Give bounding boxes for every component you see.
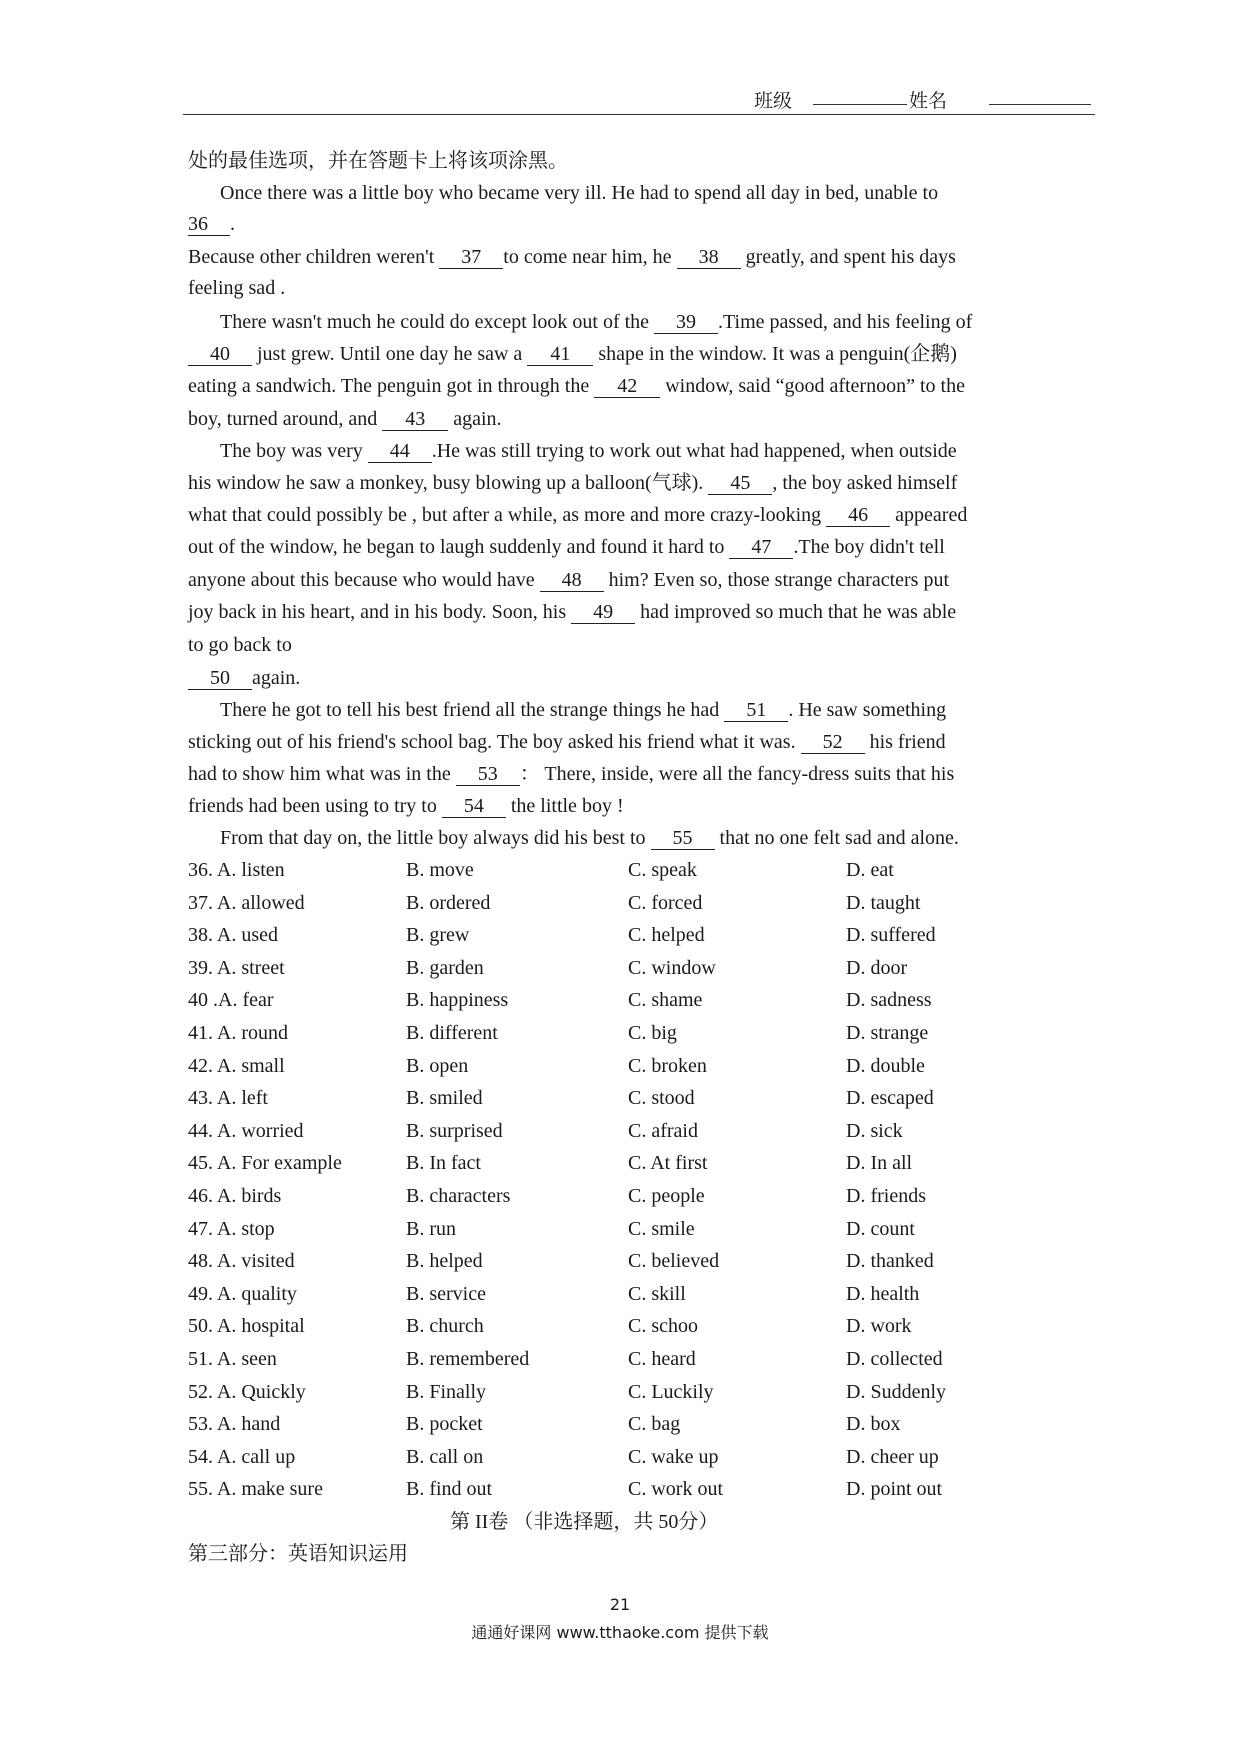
option-d: D. thanked (846, 1250, 934, 1273)
option-a: 55. A. make sure (188, 1478, 323, 1501)
option-c: C. bag (628, 1413, 681, 1436)
option-b: B. In fact (406, 1152, 481, 1175)
passage-line: 50 again. (188, 665, 1058, 691)
option-d: D. work (846, 1315, 912, 1338)
option-d: D. eat (846, 859, 894, 881)
option-c: C. wake up (628, 1445, 719, 1468)
option-a: 54. A. call up (188, 1445, 296, 1468)
blank-42: 42 (594, 375, 660, 398)
blank-49: 49 (571, 601, 635, 624)
option-c: C. speak (628, 859, 697, 881)
blank-45: 45 (708, 472, 772, 495)
passage-line: Because other children weren't 37 to come near him, he 38 greatly, and spent his days (188, 246, 956, 268)
option-a: 41. A. round (188, 1022, 288, 1044)
option-c: C. work out (628, 1478, 723, 1501)
option-a: 38. A. used (188, 924, 278, 947)
option-d: D. count (846, 1217, 915, 1240)
option-a: 40 .A. fear (188, 989, 274, 1012)
blank-43: 43 (382, 408, 448, 431)
blank-39: 39 (654, 311, 718, 334)
passage-line: his window he saw a monkey, busy blowing up a balloon(气球). 45 , the boy asked himself (188, 472, 958, 494)
option-b: B. find out (406, 1478, 493, 1501)
option-d: D. health (846, 1282, 920, 1305)
page-number: 21 (609, 1595, 631, 1614)
option-a: 44. A. worried (188, 1119, 304, 1142)
option-d: D. Suddenly (846, 1380, 946, 1403)
option-c: C. broken (628, 1054, 707, 1077)
option-c: C. skill (628, 1282, 686, 1305)
passage-line: The boy was very 44 .He was still trying to work out what had happened, when outside (220, 440, 957, 462)
passage-line: had to show him what was in the 53 ： There, inside, were all the fancy-dress suits that his (188, 763, 955, 785)
option-c: C. helped (628, 924, 705, 947)
option-b: B. run (406, 1217, 456, 1240)
option-c: C. Luckily (628, 1380, 714, 1403)
option-a: 49. A. quality (188, 1282, 297, 1305)
option-b: B. remembered (406, 1348, 530, 1370)
blank-36: 36 (188, 213, 230, 236)
option-b: B. smiled (406, 1087, 483, 1110)
blank-47: 47 (729, 536, 793, 559)
blank-48: 48 (540, 569, 604, 592)
passage-line: From that day on, the little boy always did his best to 55 that no one felt sad and alone. (220, 827, 959, 849)
option-a: 37. A. allowed (188, 891, 305, 914)
passage-line: to go back to (188, 634, 292, 656)
class-label: 班级 (754, 91, 793, 112)
passage-line: friends had been using to try to 54 the little boy ! (188, 795, 624, 817)
option-b: B. garden (406, 956, 484, 979)
option-b: B. ordered (406, 891, 491, 914)
footer-source: 通通好课网 www.tthaoke.com 提供下载 (471, 1623, 769, 1642)
instruction-text: 处的最佳选项，并在答题卡上将该项涂黑。 (188, 150, 568, 172)
option-c: C. heard (628, 1348, 696, 1370)
option-a: 52. A. Quickly (188, 1380, 306, 1403)
option-b: B. characters (406, 1185, 511, 1207)
option-d: D. point out (846, 1478, 943, 1501)
option-b: B. surprised (406, 1119, 503, 1142)
passage-line: eating a sandwich. The penguin got in through the 42 window, said “good afternoon” to the (188, 375, 965, 397)
blank-44: 44 (368, 440, 432, 463)
option-b: B. helped (406, 1250, 483, 1273)
option-a: 50. A. hospital (188, 1315, 305, 1338)
class-blank (813, 104, 907, 105)
option-d: D. In all (846, 1152, 913, 1175)
option-b: B. happiness (406, 989, 509, 1012)
option-d: D. escaped (846, 1087, 934, 1110)
option-d: D. friends (846, 1185, 926, 1207)
option-d: D. sick (846, 1119, 903, 1142)
option-c: C. believed (628, 1250, 720, 1273)
option-c: C. people (628, 1185, 705, 1207)
option-d: D. double (846, 1054, 925, 1077)
option-c: C. window (628, 956, 716, 979)
option-a: 43. A. left (188, 1087, 268, 1110)
section-2-title: 第 II卷 （非选择题，共 50分） (450, 1511, 719, 1533)
option-d: D. taught (846, 891, 921, 914)
blank-37: 37 (439, 246, 503, 269)
passage-line: 36 . (188, 213, 235, 235)
option-b: B. service (406, 1282, 486, 1305)
option-c: C. afraid (628, 1119, 698, 1142)
page-header (183, 86, 1095, 115)
passage-line: feeling sad . (188, 277, 286, 299)
blank-40: 40 (188, 343, 252, 366)
name-blank (989, 104, 1091, 105)
option-c: C. stood (628, 1087, 695, 1110)
passage-line: what that could possibly be , but after a while, as more and more crazy-looking 46 appeared (188, 504, 968, 526)
option-a: 45. A. For example (188, 1152, 342, 1175)
option-a: 51. A. seen (188, 1348, 277, 1370)
option-c: C. smile (628, 1217, 695, 1240)
blank-51: 51 (724, 699, 788, 722)
option-b: B. grew (406, 924, 470, 947)
option-b: B. call on (406, 1445, 484, 1468)
blank-52: 52 (801, 731, 865, 754)
blank-38: 38 (677, 246, 741, 269)
option-a: 42. A. small (188, 1054, 285, 1077)
option-d: D. suffered (846, 924, 936, 947)
passage-line: sticking out of his friend's school bag. The boy asked his friend what it was. 52 his friend (188, 731, 946, 753)
option-a: 53. A. hand (188, 1413, 281, 1436)
blank-46: 46 (826, 504, 890, 527)
option-d: D. box (846, 1413, 901, 1436)
option-a: 46. A. birds (188, 1185, 282, 1207)
option-c: C. schoo (628, 1315, 698, 1338)
blank-55: 55 (651, 827, 715, 850)
option-b: B. move (406, 859, 474, 881)
option-c: C. shame (628, 989, 703, 1012)
option-d: D. cheer up (846, 1445, 939, 1468)
option-b: B. Finally (406, 1380, 487, 1403)
option-c: C. big (628, 1022, 677, 1044)
name-label: 姓名 (909, 91, 948, 112)
passage-line: boy, turned around, and 43 again. (188, 408, 502, 430)
passage-line: out of the window, he began to laugh suddenly and found it hard to 47 .The boy didn't tell (188, 536, 945, 558)
option-b: B. open (406, 1054, 469, 1077)
blank-54: 54 (442, 795, 506, 818)
passage-line: There he got to tell his best friend all the strange things he had 51 . He saw something (220, 699, 947, 721)
option-b: B. pocket (406, 1413, 483, 1436)
option-d: D. strange (846, 1022, 929, 1044)
passage-line: There wasn't much he could do except look out of the 39 .Time passed, and his feeling of (220, 311, 973, 333)
option-a: 36. A. listen (188, 859, 285, 881)
passage-line: Once there was a little boy who became very ill. He had to spend all day in bed, unable to (220, 182, 939, 204)
option-d: D. collected (846, 1348, 943, 1370)
blank-53: 53 (456, 763, 520, 786)
option-a: 39. A. street (188, 956, 285, 979)
blank-50: 50 (188, 667, 252, 690)
passage-line: anyone about this because who would have 48 him? Even so, those strange characters put (188, 569, 950, 591)
option-c: C. forced (628, 891, 703, 914)
option-b: B. different (406, 1022, 498, 1044)
option-d: D. door (846, 956, 908, 979)
part-3-title: 第三部分：英语知识运用 (188, 1543, 408, 1565)
option-a: 47. A. stop (188, 1217, 275, 1240)
option-a: 48. A. visited (188, 1250, 295, 1273)
option-b: B. church (406, 1315, 484, 1338)
passage-line: joy back in his heart, and in his body. Soon, his 49 had improved so much that he was able (188, 601, 957, 623)
option-c: C. At first (628, 1152, 708, 1175)
passage-line: 40 just grew. Until one day he saw a 41 shape in the window. It was a penguin(企鹅) (188, 341, 1058, 367)
blank-41: 41 (527, 343, 593, 366)
option-d: D. sadness (846, 989, 932, 1012)
